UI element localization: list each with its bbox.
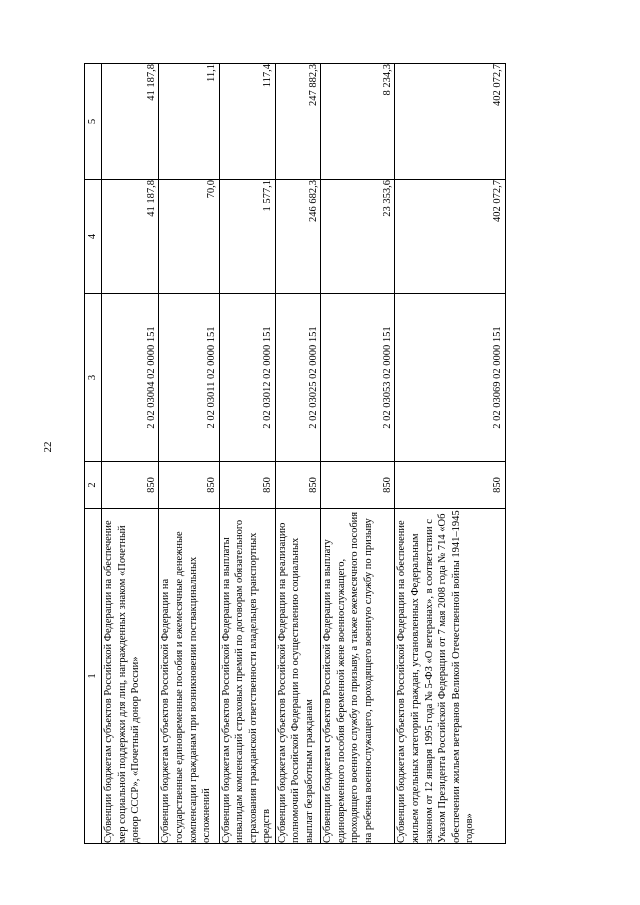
column-header: 2	[85, 462, 102, 509]
budget-code: 2 02 03004 02 0000 151	[102, 294, 159, 462]
column-header: 4	[85, 180, 102, 294]
row-description: Субвенции бюджетам субъектов Российской Федерации на выплату единовременного пособия беременной жене военнослужащего, проходящего военную службу по призыву, а также ежемесячного пособия на ребенка военнослужащего, проходящего военную службу по призыву	[321, 509, 395, 844]
row-description: Субвенции бюджетам субъектов Российской Федерации на выплаты инвалидам компенсаций страховых премий по договорам обязательного страхования гражданской ответственности владельцев транспортных средств	[219, 509, 275, 844]
table-header-row	[85, 64, 102, 844]
page-number: 22	[42, 441, 54, 453]
row-description: Субвенции бюджетам субъектов Российской Федерации на обеспечение мер социальной поддержки для лиц, награжденных знаком «Почетный донор СССР», «Почетный донор России»	[102, 509, 159, 844]
value-col5: 247 882,3	[275, 64, 320, 180]
budget-code: 2 02 03025 02 0000 151	[275, 294, 320, 462]
row-description: Субвенции бюджетам субъектов Российской Федерации на обеспечение жильем отдельных категорий граждан, установленных Федеральным законом от 12 января 1995 года № 5-ФЗ «О ветеранах», в соответствии с Указом Президента Российской Федерации от 7 мая 2008 года № 714 «Об обеспечении жильем ветеранов Великой Отечественной войны 1941–1945 годов»	[395, 509, 506, 844]
column-header: 5	[85, 64, 102, 180]
value-col5: 11,1	[159, 64, 219, 180]
table-row	[321, 64, 395, 844]
table-row	[275, 64, 320, 844]
admin-code: 850	[219, 462, 275, 509]
rotated-table-container	[84, 64, 506, 844]
budget-code: 2 02 03069 02 0000 151	[395, 294, 506, 462]
row-description: Субвенции бюджетам субъектов Российской Федерации на реализацию полномочий Российской Федерации по осуществлению социальных выплат безработным гражданам	[275, 509, 320, 844]
value-col5: 41 187,8	[102, 64, 159, 180]
value-col4: 23 353,6	[321, 180, 395, 294]
budget-code: 2 02 03012 02 0000 151	[219, 294, 275, 462]
column-header: 1	[85, 509, 102, 844]
admin-code: 850	[159, 462, 219, 509]
admin-code: 850	[395, 462, 506, 509]
budget-code: 2 02 03053 02 0000 151	[321, 294, 395, 462]
table-row	[395, 64, 506, 844]
value-col5: 8 234,3	[321, 64, 395, 180]
admin-code: 850	[321, 462, 395, 509]
value-col5: 402 072,7	[395, 64, 506, 180]
value-col4: 246 682,3	[275, 180, 320, 294]
value-col4: 402 072,7	[395, 180, 506, 294]
row-description: Субвенции бюджетам субъектов Российской Федерации на государственные единовременные пособия и ежемесячные денежные компенсации гражданам при возникновении поствакцинальных осложнений	[159, 509, 219, 844]
value-col5: 117,4	[219, 64, 275, 180]
budget-table	[84, 63, 506, 844]
budget-code: 2 02 03011 02 0000 151	[159, 294, 219, 462]
table-row	[159, 64, 219, 844]
table-row	[102, 64, 159, 844]
value-col4: 1 577,1	[219, 180, 275, 294]
admin-code: 850	[102, 462, 159, 509]
value-col4: 70,0	[159, 180, 219, 294]
column-header: 3	[85, 294, 102, 462]
value-col4: 41 187,8	[102, 180, 159, 294]
admin-code: 850	[275, 462, 320, 509]
table-row	[219, 64, 275, 844]
